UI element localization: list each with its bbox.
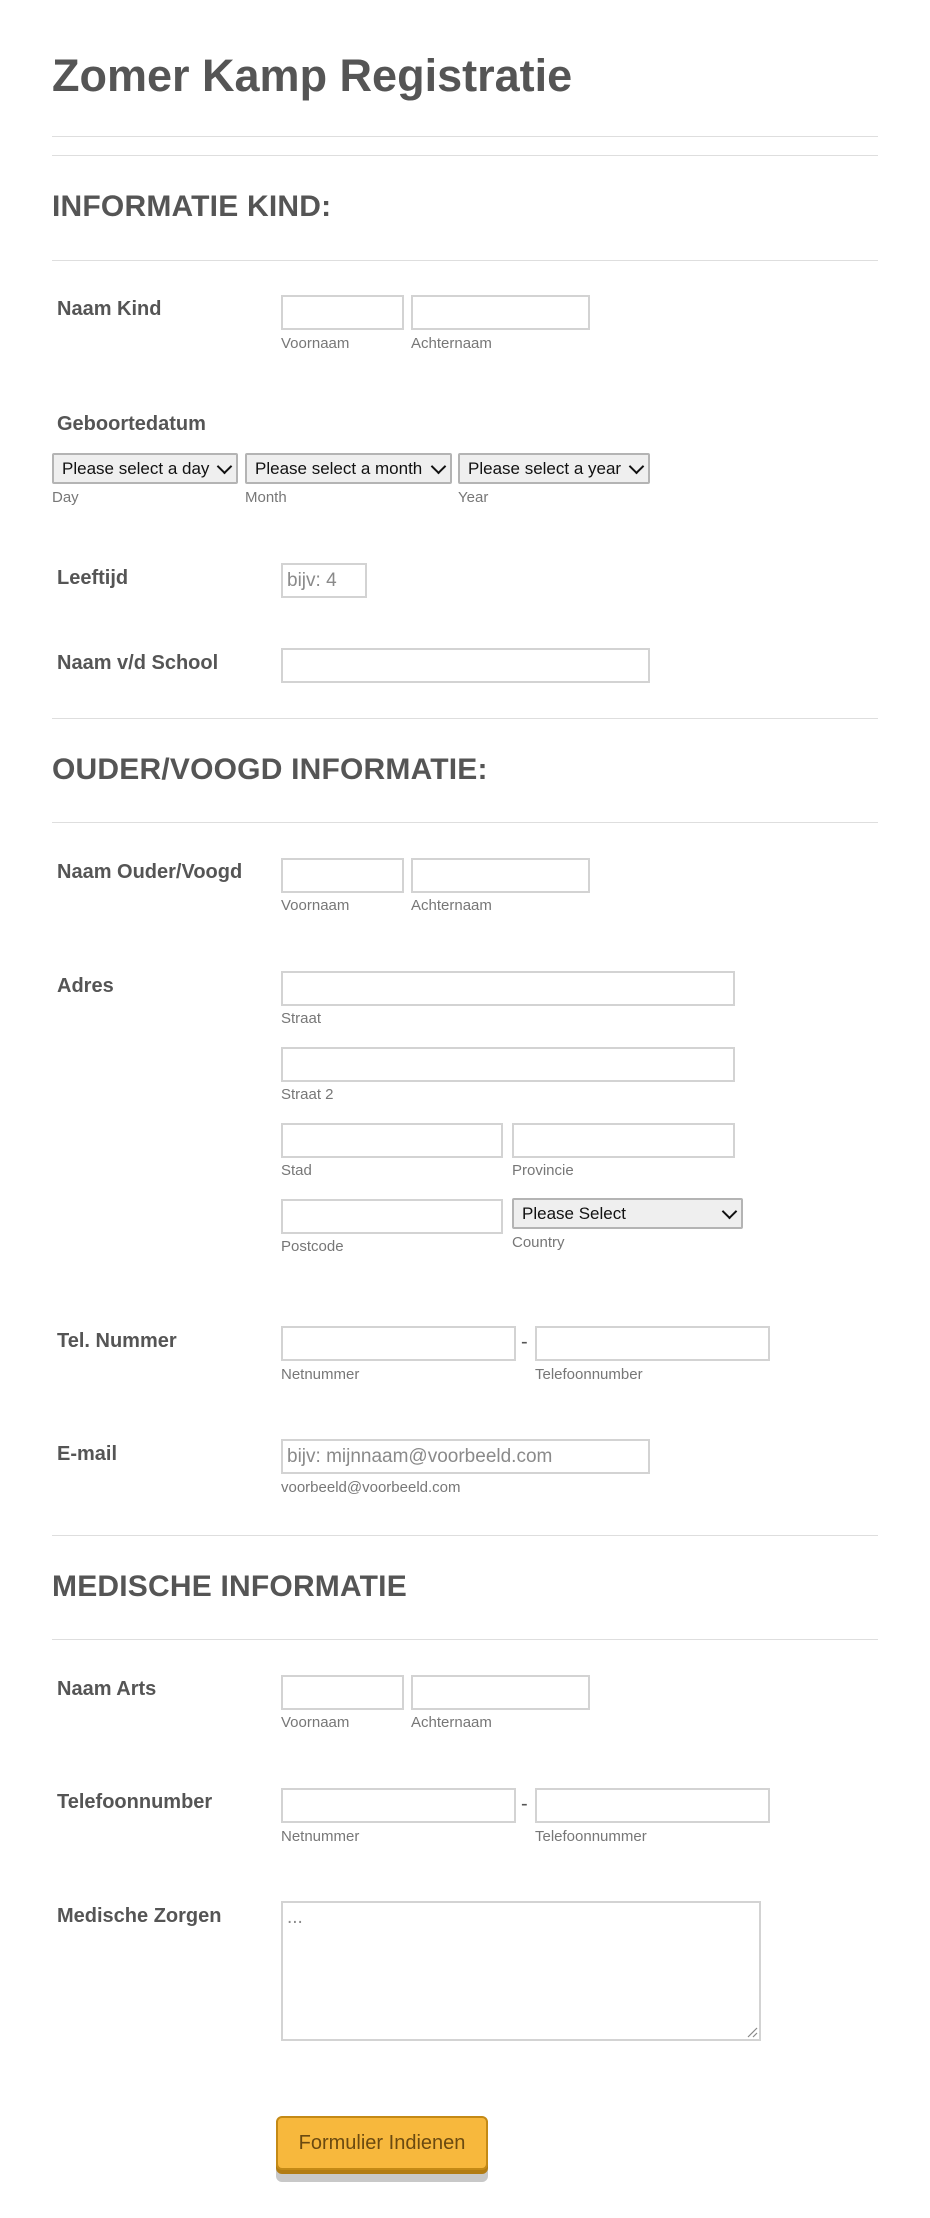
country-select[interactable] xyxy=(512,1198,743,1229)
child-first-name-input[interactable] xyxy=(281,295,404,330)
birth-year-select[interactable] xyxy=(458,453,650,484)
email-sublabel: voorbeeld@voorbeeld.com xyxy=(281,1479,461,1496)
address-label: Adres xyxy=(57,975,114,997)
postcode-input[interactable] xyxy=(281,1199,503,1234)
doctor-phone-label: Telefoonnumber xyxy=(57,1791,213,1813)
form-title: Zomer Kamp Registratie xyxy=(52,50,573,101)
country-sublabel: Country xyxy=(512,1234,565,1251)
birth-month-select-value: Please select a month xyxy=(255,458,423,478)
section-heading-medical: MEDISCHE INFORMATIE xyxy=(52,1570,407,1603)
age-label: Leeftijd xyxy=(57,567,129,589)
parent-name-label: Naam Ouder/Voogd xyxy=(57,861,243,883)
parent-phone-label: Tel. Nummer xyxy=(57,1330,177,1352)
section-divider xyxy=(52,1639,878,1640)
title-divider-2 xyxy=(52,155,878,156)
street-sublabel: Straat xyxy=(281,1010,322,1027)
parent-phone-number-input[interactable] xyxy=(535,1326,770,1361)
province-input[interactable] xyxy=(512,1123,735,1158)
street-input[interactable] xyxy=(281,971,735,1006)
parent-first-name-sublabel: Voornaam xyxy=(281,897,350,914)
doctor-last-name-sublabel: Achternaam xyxy=(411,1714,492,1731)
phone-separator: - xyxy=(521,1793,528,1815)
child-name-label: Naam Kind xyxy=(57,298,162,320)
parent-last-name-sublabel: Achternaam xyxy=(411,897,492,914)
title-divider xyxy=(52,136,878,137)
resize-grip-icon[interactable] xyxy=(746,2026,758,2038)
street2-input[interactable] xyxy=(281,1047,735,1082)
doctor-area-code-input[interactable] xyxy=(281,1788,516,1823)
parent-area-code-input[interactable] xyxy=(281,1326,516,1361)
birth-day-sublabel: Day xyxy=(52,489,79,506)
doctor-first-name-sublabel: Voornaam xyxy=(281,1714,350,1731)
email-label: E-mail xyxy=(57,1443,118,1465)
parent-last-name-input[interactable] xyxy=(411,858,590,893)
email-input[interactable] xyxy=(281,1439,650,1474)
doctor-name-label: Naam Arts xyxy=(57,1678,157,1700)
doctor-area-code-sublabel: Netnummer xyxy=(281,1828,360,1845)
birth-day-select[interactable] xyxy=(52,453,238,484)
medical-concerns-textarea[interactable] xyxy=(281,1901,761,2041)
parent-first-name-input[interactable] xyxy=(281,858,404,893)
birth-day-select-value: Please select a day xyxy=(62,458,210,478)
birthdate-label: Geboortedatum xyxy=(57,413,206,435)
country-select-value: Please Select xyxy=(522,1203,626,1223)
school-name-input[interactable] xyxy=(281,648,650,683)
chevron-down-icon xyxy=(629,458,645,474)
medical-concerns-label: Medische Zorgen xyxy=(57,1905,222,1927)
section-divider xyxy=(52,822,878,823)
school-name-label: Naam v/d School xyxy=(57,652,219,674)
chevron-down-icon xyxy=(722,1203,738,1219)
section-divider xyxy=(52,260,878,261)
birth-month-select[interactable] xyxy=(245,453,452,484)
section-heading-parent: OUDER/VOOGD INFORMATIE: xyxy=(52,753,488,786)
street2-sublabel: Straat 2 xyxy=(281,1086,334,1103)
age-input[interactable] xyxy=(281,563,367,598)
parent-phone-number-sublabel: Telefoonnumber xyxy=(535,1366,643,1383)
birth-year-select-value: Please select a year xyxy=(468,458,622,478)
birth-year-sublabel: Year xyxy=(458,489,489,506)
city-sublabel: Stad xyxy=(281,1162,312,1179)
birth-month-sublabel: Month xyxy=(245,489,287,506)
doctor-first-name-input[interactable] xyxy=(281,1675,404,1710)
section-heading-child: INFORMATIE KIND: xyxy=(52,190,332,223)
chevron-down-icon xyxy=(431,458,447,474)
postcode-sublabel: Postcode xyxy=(281,1238,344,1255)
doctor-phone-number-sublabel: Telefoonnummer xyxy=(535,1828,647,1845)
city-input[interactable] xyxy=(281,1123,503,1158)
child-first-name-sublabel: Voornaam xyxy=(281,335,350,352)
parent-area-code-sublabel: Netnummer xyxy=(281,1366,360,1383)
province-sublabel: Provincie xyxy=(512,1162,574,1179)
doctor-last-name-input[interactable] xyxy=(411,1675,590,1710)
child-last-name-input[interactable] xyxy=(411,295,590,330)
doctor-phone-number-input[interactable] xyxy=(535,1788,770,1823)
child-last-name-sublabel: Achternaam xyxy=(411,335,492,352)
chevron-down-icon xyxy=(217,458,233,474)
section-divider xyxy=(52,718,878,719)
submit-button[interactable]: Formulier Indienen xyxy=(276,2116,488,2170)
section-divider xyxy=(52,1535,878,1536)
phone-separator: - xyxy=(521,1331,528,1353)
